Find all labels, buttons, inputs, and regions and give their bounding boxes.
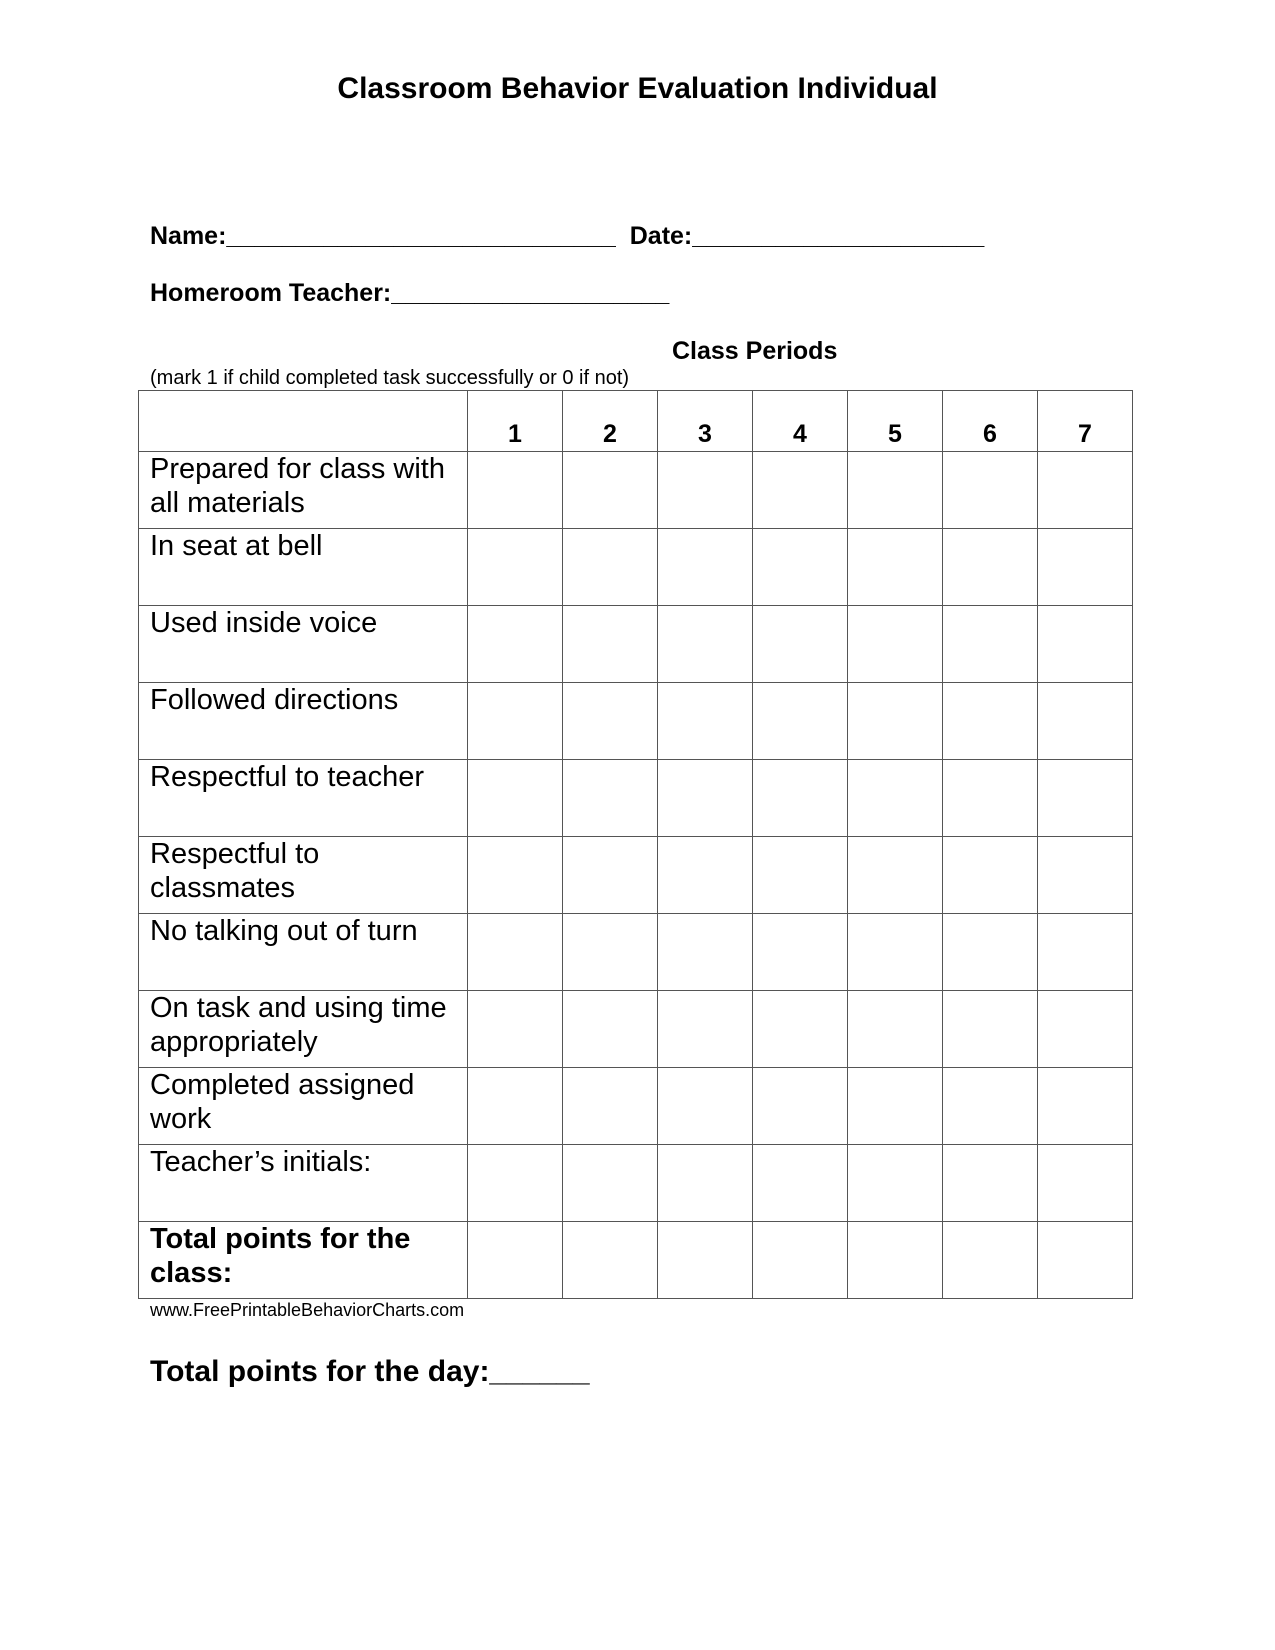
- score-cell[interactable]: [468, 606, 563, 683]
- score-cell[interactable]: [1038, 683, 1133, 760]
- behavior-label: Completed assigned work: [139, 1068, 468, 1145]
- score-cell[interactable]: [563, 991, 658, 1068]
- score-cell[interactable]: [1038, 914, 1133, 991]
- behavior-row: [139, 837, 1133, 914]
- behavior-row: [139, 760, 1133, 837]
- score-cell[interactable]: [468, 760, 563, 837]
- behavior-label: Used inside voice: [139, 606, 468, 683]
- score-cell[interactable]: [753, 837, 848, 914]
- score-cell[interactable]: [658, 606, 753, 683]
- score-cell[interactable]: [563, 529, 658, 606]
- total-row: [139, 1222, 1133, 1299]
- score-cell[interactable]: [1038, 991, 1133, 1068]
- score-cell[interactable]: [753, 760, 848, 837]
- score-cell[interactable]: [753, 1145, 848, 1222]
- header-corner-cell: [139, 391, 468, 452]
- score-cell[interactable]: [848, 606, 943, 683]
- behavior-row: [139, 529, 1133, 606]
- score-cell[interactable]: [943, 1145, 1038, 1222]
- score-cell[interactable]: [943, 683, 1038, 760]
- score-cell[interactable]: [563, 452, 658, 529]
- score-cell[interactable]: [468, 1068, 563, 1145]
- total-label: Total points for the class:: [139, 1222, 468, 1299]
- score-cell[interactable]: [943, 914, 1038, 991]
- score-cell[interactable]: [468, 914, 563, 991]
- score-cell[interactable]: [468, 683, 563, 760]
- score-cell[interactable]: [468, 452, 563, 529]
- score-cell[interactable]: [943, 529, 1038, 606]
- behavior-row: [139, 683, 1133, 760]
- score-cell[interactable]: [658, 452, 753, 529]
- score-cell[interactable]: [1038, 1222, 1133, 1299]
- score-cell[interactable]: [753, 991, 848, 1068]
- footer-url: www.FreePrintableBehaviorCharts.com: [150, 1300, 465, 1320]
- score-cell[interactable]: [658, 1145, 753, 1222]
- score-cell[interactable]: [848, 760, 943, 837]
- score-cell[interactable]: [658, 529, 753, 606]
- score-cell[interactable]: [563, 760, 658, 837]
- score-cell[interactable]: [943, 452, 1038, 529]
- period-header: 1: [468, 391, 563, 452]
- behavior-grid: [138, 390, 1133, 1299]
- score-cell[interactable]: [848, 991, 943, 1068]
- score-cell[interactable]: [658, 1068, 753, 1145]
- behavior-label: On task and using time appropriately: [139, 991, 468, 1068]
- class-periods-heading: Class Periods: [672, 337, 838, 365]
- score-cell[interactable]: [658, 683, 753, 760]
- score-cell[interactable]: [848, 837, 943, 914]
- score-cell[interactable]: [753, 529, 848, 606]
- score-cell[interactable]: [848, 1068, 943, 1145]
- score-cell[interactable]: [563, 683, 658, 760]
- behavior-label: No talking out of turn: [139, 914, 468, 991]
- score-cell[interactable]: [563, 914, 658, 991]
- score-cell[interactable]: [848, 1145, 943, 1222]
- score-cell[interactable]: [753, 1222, 848, 1299]
- name-field[interactable]: Name:____________________________: [150, 222, 616, 250]
- marking-instructions: (mark 1 if child completed task successfully or 0 if not): [150, 367, 630, 389]
- score-cell[interactable]: [753, 914, 848, 991]
- behavior-row: [139, 1145, 1133, 1222]
- score-cell[interactable]: [943, 606, 1038, 683]
- score-cell[interactable]: [943, 837, 1038, 914]
- behavior-label: Followed directions: [139, 683, 468, 760]
- behavior-row: [139, 914, 1133, 991]
- header-row: [139, 391, 1133, 452]
- score-cell[interactable]: [753, 1068, 848, 1145]
- period-header: 4: [753, 391, 848, 452]
- score-cell[interactable]: [468, 837, 563, 914]
- period-header: 7: [1038, 391, 1133, 452]
- score-cell[interactable]: [848, 914, 943, 991]
- score-cell[interactable]: [563, 1068, 658, 1145]
- score-cell[interactable]: [658, 914, 753, 991]
- score-cell[interactable]: [468, 1222, 563, 1299]
- score-cell[interactable]: [1038, 529, 1133, 606]
- behavior-label: In seat at bell: [139, 529, 468, 606]
- score-cell[interactable]: [658, 760, 753, 837]
- score-cell[interactable]: [658, 837, 753, 914]
- score-cell[interactable]: [1038, 452, 1133, 529]
- behavior-label: Teacher’s initials:: [139, 1145, 468, 1222]
- behavior-row: [139, 1068, 1133, 1145]
- behavior-label: Respectful to classmates: [139, 837, 468, 914]
- score-cell[interactable]: [658, 1222, 753, 1299]
- score-cell[interactable]: [943, 1222, 1038, 1299]
- day-total-field[interactable]: Total points for the day:______: [150, 1355, 590, 1388]
- score-cell[interactable]: [468, 991, 563, 1068]
- period-header: 2: [563, 391, 658, 452]
- date-field[interactable]: Date:_____________________: [629, 222, 985, 250]
- behavior-row: [139, 606, 1133, 683]
- score-cell[interactable]: [658, 991, 753, 1068]
- score-cell[interactable]: [943, 1068, 1038, 1145]
- period-header: 5: [848, 391, 943, 452]
- score-cell[interactable]: [468, 1145, 563, 1222]
- score-cell[interactable]: [563, 837, 658, 914]
- behavior-label: Prepared for class with all materials: [139, 452, 468, 529]
- score-cell[interactable]: [1038, 760, 1133, 837]
- score-cell[interactable]: [563, 1222, 658, 1299]
- score-cell[interactable]: [468, 529, 563, 606]
- score-cell[interactable]: [1038, 1068, 1133, 1145]
- score-cell[interactable]: [563, 1145, 658, 1222]
- behavior-row: [139, 452, 1133, 529]
- period-header: 3: [658, 391, 753, 452]
- score-cell[interactable]: [753, 452, 848, 529]
- score-cell[interactable]: [943, 760, 1038, 837]
- score-cell[interactable]: [1038, 837, 1133, 914]
- score-cell[interactable]: [1038, 1145, 1133, 1222]
- homeroom-teacher-field[interactable]: Homeroom Teacher:____________________: [150, 279, 670, 307]
- score-cell[interactable]: [848, 529, 943, 606]
- page-title: Classroom Behavior Evaluation Individual: [337, 72, 938, 105]
- behavior-row: [139, 991, 1133, 1068]
- score-cell[interactable]: [943, 991, 1038, 1068]
- score-cell[interactable]: [563, 606, 658, 683]
- score-cell[interactable]: [753, 606, 848, 683]
- score-cell[interactable]: [1038, 606, 1133, 683]
- behavior-label: Respectful to teacher: [139, 760, 468, 837]
- score-cell[interactable]: [848, 1222, 943, 1299]
- score-cell[interactable]: [848, 452, 943, 529]
- name-date-line: [150, 222, 984, 251]
- score-cell[interactable]: [848, 683, 943, 760]
- period-header: 6: [943, 391, 1038, 452]
- score-cell[interactable]: [753, 683, 848, 760]
